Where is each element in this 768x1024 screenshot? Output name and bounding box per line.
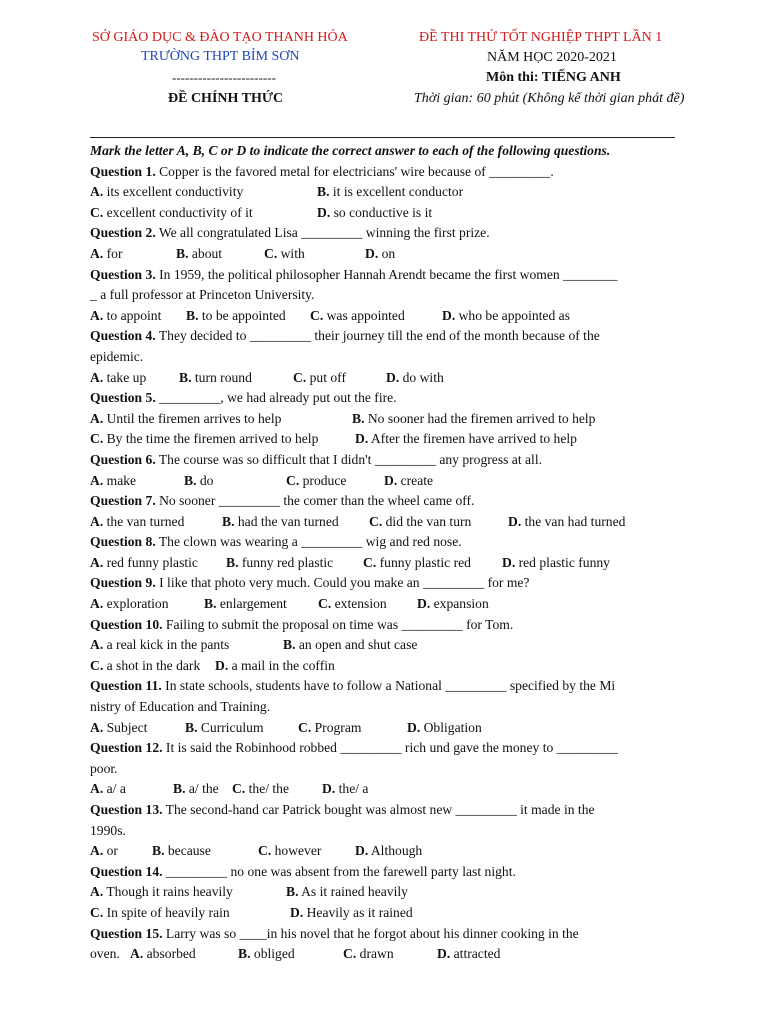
option-row (90, 882, 680, 903)
question-text: nistry of Education and Training. (90, 699, 271, 715)
option-row (90, 471, 680, 492)
option-letter: C. (90, 431, 104, 447)
option-letter: C. (363, 554, 377, 570)
answer-option-d[interactable] (508, 512, 625, 533)
answer-option-b[interactable] (176, 244, 264, 265)
question-stem-continued (90, 821, 680, 842)
option-letter: A. (90, 245, 104, 261)
answer-option-c[interactable] (90, 429, 355, 450)
option-text: a/ a (103, 781, 126, 797)
option-letter: C. (258, 843, 272, 859)
exam-subject: Môn thi: TIẾNG ANH (486, 70, 621, 85)
answer-option-a[interactable] (90, 635, 283, 656)
option-letter: C. (232, 781, 246, 797)
question-block (90, 924, 680, 965)
option-letter: C. (90, 904, 104, 920)
option-text: a shot in the dark (103, 657, 201, 673)
question-stem-continued (90, 285, 680, 306)
option-row (90, 244, 680, 265)
option-text: No sooner had the firemen arrived to help (364, 410, 596, 426)
question-block (90, 800, 680, 862)
option-letter: B. (317, 184, 330, 200)
answer-option-b[interactable] (152, 841, 258, 862)
header-rule (90, 137, 675, 138)
question-stem (90, 738, 680, 759)
official-label: ĐỀ CHÍNH THỨC (168, 91, 284, 106)
answer-option-d[interactable] (322, 779, 368, 800)
department-name: SỞ GIÁO DỤC & ĐÀO TẠO THANH HÓA (92, 30, 348, 45)
option-letter: D. (384, 472, 398, 488)
option-letter: A. (90, 637, 104, 653)
question-block (90, 223, 680, 264)
option-letter: B. (184, 472, 197, 488)
answer-option-d[interactable] (384, 471, 433, 492)
option-text: Though it rains heavily (103, 884, 233, 900)
question-text: epidemic. (90, 348, 144, 364)
option-row (90, 635, 680, 656)
question-stem (90, 326, 680, 347)
question-text: _________ no one was absent from the farewell party last night. (162, 863, 516, 879)
question-block (90, 388, 680, 450)
option-letter: B. (179, 369, 192, 385)
answer-option-d[interactable] (437, 944, 500, 965)
option-text: Program (311, 719, 362, 735)
question-number: Question 8. (90, 534, 156, 550)
option-text: After the firemen have arrived to help (368, 431, 577, 447)
option-letter: D. (290, 904, 304, 920)
question-block (90, 265, 680, 327)
option-letter: B. (352, 410, 365, 426)
option-letter: C. (310, 307, 324, 323)
option-letter: B. (186, 307, 199, 323)
option-text: who be appointed as (455, 307, 570, 323)
question-number: Question 11. (90, 678, 162, 694)
option-text: with (277, 245, 305, 261)
option-text: to be appointed (198, 307, 286, 323)
answer-option-b[interactable] (238, 944, 343, 965)
question-stem-continued (90, 759, 680, 780)
question-stem (90, 615, 680, 636)
question-stem (90, 862, 680, 883)
option-text: expansion (430, 596, 489, 612)
answer-option-a[interactable] (90, 841, 152, 862)
option-row (90, 368, 680, 389)
option-text: do (196, 472, 214, 488)
answer-option-b[interactable] (204, 594, 318, 615)
option-text: so conductive is it (330, 204, 433, 220)
option-text: Although (368, 843, 423, 859)
question-stem (90, 388, 680, 409)
answer-option-d[interactable] (355, 841, 422, 862)
option-letter: B. (152, 843, 165, 859)
question-stem (90, 162, 680, 183)
answer-option-b[interactable] (179, 368, 293, 389)
answer-option-a[interactable] (90, 882, 286, 903)
question-number: Question 12. (90, 740, 163, 756)
option-text: drawn (356, 946, 394, 962)
option-text: absorbed (143, 946, 196, 962)
option-letter: A. (90, 410, 104, 426)
question-stem (90, 800, 680, 821)
answer-option-c[interactable] (369, 512, 508, 533)
answer-option-c[interactable] (298, 718, 407, 739)
answer-option-c[interactable] (90, 203, 317, 224)
exam-title: ĐỀ THI THỬ TỐT NGHIỆP THPT LẦN 1 (419, 30, 663, 45)
option-text: In spite of heavily rain (103, 904, 230, 920)
question-text: In state schools, students have to follow a National _________ specified by the Mi (161, 678, 616, 694)
option-letter: C. (343, 946, 357, 962)
answer-option-d[interactable] (365, 244, 395, 265)
option-text: attracted (450, 946, 501, 962)
answer-option-c[interactable] (343, 944, 437, 965)
option-text: a mail in the coffin (228, 657, 335, 673)
option-letter: B. (226, 554, 239, 570)
option-letter: A. (90, 307, 104, 323)
question-text: The course was so difficult that I didn't _________ any progress at all. (155, 451, 542, 467)
option-letter: D. (437, 946, 451, 962)
option-letter: C. (293, 369, 307, 385)
option-letter: A. (90, 554, 104, 570)
question-text: Copper is the favored metal for electricians' wire because of _________. (155, 163, 554, 179)
answer-option-c[interactable] (90, 903, 290, 924)
option-text: for (103, 245, 123, 261)
option-letter: A. (90, 472, 104, 488)
option-text: Obligation (420, 719, 482, 735)
answer-option-d[interactable] (355, 429, 577, 450)
question-text: We all congratulated Lisa _________ winning the first prize. (155, 225, 490, 241)
option-row (90, 306, 680, 327)
option-letter: C. (318, 596, 332, 612)
option-text: had the van turned (234, 513, 339, 529)
option-text: a/ the (185, 781, 219, 797)
option-letter: D. (322, 781, 336, 797)
answer-option-c[interactable] (286, 471, 384, 492)
question-stem (90, 223, 680, 244)
option-text: exploration (103, 596, 169, 612)
option-text: As it rained heavily (298, 884, 408, 900)
option-text: obliged (250, 946, 295, 962)
question-text: 1990s. (90, 822, 126, 838)
option-text: on (378, 245, 396, 261)
question-text: No sooner _________ the comer than the wheel came off. (155, 493, 475, 509)
option-text: because (164, 843, 211, 859)
question-block (90, 862, 680, 924)
answer-option-d[interactable] (407, 718, 482, 739)
answer-option-d[interactable] (502, 553, 610, 574)
question-number: Question 6. (90, 451, 156, 467)
option-letter: C. (369, 513, 383, 529)
option-letter: A. (90, 513, 104, 529)
option-row (90, 182, 680, 203)
option-letter: D. (407, 719, 421, 735)
option-text: Subject (103, 719, 148, 735)
question-text: Failing to submit the proposal on time was _________ for Tom. (162, 616, 514, 632)
option-letter: C. (90, 657, 104, 673)
answer-option-a[interactable] (90, 718, 185, 739)
option-row (90, 553, 680, 574)
option-letter: B. (185, 719, 198, 735)
option-text: to appoint (103, 307, 162, 323)
question-text: In 1959, the political philosopher Hannah Arendt became the first women ________ (155, 266, 618, 282)
option-row (90, 656, 680, 677)
option-row (90, 718, 680, 739)
option-row (90, 594, 680, 615)
question-stem (90, 450, 680, 471)
question-stem (90, 265, 680, 286)
option-letter: A. (90, 781, 104, 797)
question-stem (90, 676, 680, 697)
question-number: Question 13. (90, 802, 163, 817)
answer-option-a[interactable] (90, 409, 352, 430)
answer-option-d[interactable] (215, 656, 335, 677)
option-letter: D. (355, 843, 369, 859)
header-dashes: ------------------------ (172, 70, 276, 85)
question-text: I like that photo very much. Could you make an _________ for me? (155, 575, 530, 591)
option-letter: B. (238, 946, 251, 962)
question-text: _________, we had already put out the fire. (155, 390, 397, 406)
answer-option-b[interactable] (173, 779, 232, 800)
question-stem (90, 491, 680, 512)
question-block (90, 162, 680, 224)
school-year: NĂM HỌC 2020-2021 (487, 50, 617, 65)
option-letter: B. (204, 596, 217, 612)
answer-option-b[interactable] (283, 635, 417, 656)
option-text: about (188, 245, 223, 261)
question-text: The clown was wearing a _________ wig and red nose. (155, 534, 462, 550)
option-letter: D. (417, 596, 431, 612)
question-number: Question 4. (90, 328, 156, 344)
answer-option-c[interactable] (264, 244, 365, 265)
instruction: Mark the letter A, B, C or D to indicate the correct answer to each of the following questions. (90, 143, 611, 158)
answer-option-a[interactable] (90, 512, 222, 533)
option-text: put off (306, 369, 346, 385)
option-letter: A. (90, 719, 104, 735)
option-letter: A. (90, 843, 104, 859)
option-letter: D. (365, 245, 379, 261)
question-block (90, 615, 680, 677)
answer-option-d[interactable] (386, 368, 444, 389)
option-text: red funny plastic (103, 554, 198, 570)
option-row (90, 841, 680, 862)
question-number: Question 15. (90, 925, 163, 941)
school-name: TRƯỜNG THPT BỈM SƠN (141, 49, 300, 64)
option-letter: A. (90, 596, 104, 612)
option-letter: A. (90, 369, 104, 385)
answer-option-a[interactable] (90, 779, 173, 800)
option-text: a real kick in the pants (103, 637, 230, 653)
option-text: it is excellent conductor (329, 184, 464, 200)
option-letter: D. (502, 554, 516, 570)
answer-option-b[interactable] (226, 553, 363, 574)
question-text-tail: oven. (90, 946, 131, 962)
answer-option-b[interactable] (222, 512, 369, 533)
answer-option-a[interactable] (90, 471, 184, 492)
option-letter: B. (222, 513, 235, 529)
option-text: Heavily as it rained (303, 904, 413, 920)
option-text: take up (103, 369, 147, 385)
answer-option-c[interactable] (232, 779, 322, 800)
question-text: _ a full professor at Princeton University. (90, 287, 315, 303)
option-letter: B. (173, 781, 186, 797)
question-stem-continued (90, 697, 680, 718)
option-text: produce (299, 472, 347, 488)
option-text: make (103, 472, 137, 488)
question-stem (90, 573, 680, 594)
option-row (90, 203, 680, 224)
option-letter: D. (317, 204, 331, 220)
answer-option-a[interactable] (90, 306, 186, 327)
question-block (90, 532, 680, 573)
answer-option-d[interactable] (442, 306, 570, 327)
question-block (90, 326, 680, 388)
answer-option-c[interactable] (293, 368, 386, 389)
option-letter: D. (386, 369, 400, 385)
option-row (90, 779, 680, 800)
question-stem (90, 924, 680, 945)
answer-option-a[interactable] (130, 944, 238, 965)
option-letter: B. (286, 884, 299, 900)
option-letter: D. (442, 307, 456, 323)
question-text: poor. (90, 760, 118, 776)
option-letter: B. (176, 245, 189, 261)
option-text: the van turned (103, 513, 185, 529)
answer-option-b[interactable] (184, 471, 286, 492)
question-number: Question 9. (90, 575, 156, 591)
option-text: enlargement (216, 596, 287, 612)
option-text: was appointed (323, 307, 405, 323)
option-text: turn round (191, 369, 252, 385)
question-block (90, 491, 680, 532)
answer-option-a[interactable] (90, 368, 179, 389)
option-letter: C. (286, 472, 300, 488)
question-number: Question 10. (90, 616, 163, 632)
question-text: The second-hand car Patrick bought was almost new _________ it made in the (162, 802, 595, 817)
option-text: red plastic funny (515, 554, 610, 570)
option-letter: C. (298, 719, 312, 735)
question-number: Question 3. (90, 266, 156, 282)
answer-option-a[interactable] (90, 553, 226, 574)
option-text: did the van turn (382, 513, 472, 529)
question-number: Question 7. (90, 493, 156, 509)
answer-option-b[interactable] (286, 882, 408, 903)
question-block (90, 573, 680, 614)
questions-body (90, 141, 680, 965)
option-text: the/ a (335, 781, 369, 797)
option-letter: D. (508, 513, 522, 529)
question-block (90, 450, 680, 491)
answer-option-a[interactable] (90, 182, 317, 203)
option-letter: B. (283, 637, 296, 653)
option-text: create (397, 472, 434, 488)
option-text: its excellent conductivity (103, 184, 244, 200)
answer-option-c[interactable] (318, 594, 417, 615)
question-stem (90, 532, 680, 553)
answer-option-c[interactable] (258, 841, 355, 862)
option-text: the van had turned (521, 513, 626, 529)
question-text: It is said the Robinhood robbed _________ rich und gave the money to _________ (162, 740, 618, 756)
question-number: Question 14. (90, 863, 163, 879)
answer-option-b[interactable] (186, 306, 310, 327)
option-letter: D. (355, 431, 369, 447)
option-text: funny red plastic (238, 554, 334, 570)
answer-option-d[interactable] (417, 594, 489, 615)
option-letter: D. (215, 657, 229, 673)
option-text: an open and shut case (295, 637, 418, 653)
option-row (90, 903, 680, 924)
option-letter: A. (130, 946, 144, 962)
question-number: Question 5. (90, 390, 156, 406)
answer-option-b[interactable] (352, 409, 595, 430)
answer-option-c[interactable] (310, 306, 442, 327)
answer-option-d[interactable] (317, 203, 432, 224)
option-text: Curriculum (197, 719, 264, 735)
question-block (90, 676, 680, 738)
answer-option-c[interactable] (363, 553, 502, 574)
option-letter: A. (90, 884, 104, 900)
option-row (90, 512, 680, 533)
answer-option-b[interactable] (317, 182, 463, 203)
option-text: or (103, 843, 118, 859)
exam-time: Thời gian: 60 phút (Không kể thời gian phát đề) (414, 91, 685, 106)
question-text: Larry was so ____in his novel that he forgot about his dinner cooking in the (162, 925, 579, 941)
option-row (90, 429, 680, 450)
answer-option-c[interactable] (90, 656, 215, 677)
answer-option-a[interactable] (90, 244, 176, 265)
question-number: Question 1. (90, 163, 156, 179)
option-letter: C. (90, 204, 104, 220)
answer-option-d[interactable] (290, 903, 413, 924)
option-text: the/ the (245, 781, 290, 797)
option-text: do with (399, 369, 444, 385)
option-row (90, 944, 680, 965)
option-letter: C. (264, 245, 278, 261)
option-letter: A. (90, 184, 104, 200)
option-text: funny plastic red (376, 554, 471, 570)
question-text: They decided to _________ their journey till the end of the month because of the (155, 328, 600, 344)
answer-option-b[interactable] (185, 718, 298, 739)
answer-option-a[interactable] (90, 594, 204, 615)
option-row (90, 409, 680, 430)
option-text: extension (331, 596, 387, 612)
question-number: Question 2. (90, 225, 156, 241)
option-text: excellent conductivity of it (103, 204, 253, 220)
option-text: however (271, 843, 322, 859)
question-block (90, 738, 680, 800)
question-stem-continued (90, 347, 680, 368)
option-text: Until the firemen arrives to help (103, 410, 282, 426)
option-text: By the time the firemen arrived to help (103, 431, 319, 447)
